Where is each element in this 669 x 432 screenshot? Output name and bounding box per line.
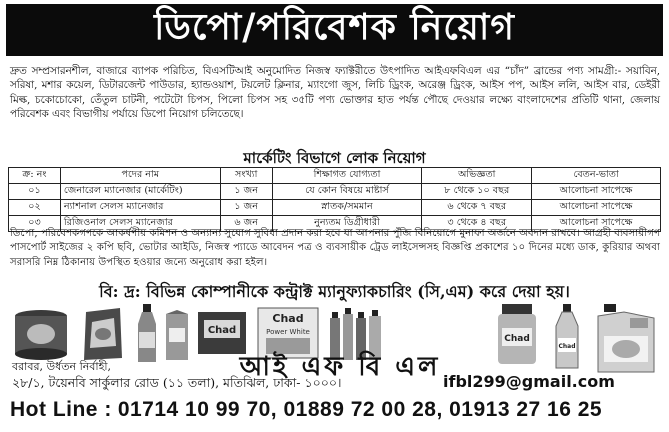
table-cell: ০৩ — [9, 216, 61, 232]
oil-jerrycan-image — [594, 304, 658, 374]
column-header: বেতন-ভাতা — [532, 168, 661, 184]
column-header: সংখ্যা — [220, 168, 272, 184]
terms-paragraph: ডিপো, পরিবেশকগণকে আকর্ষণীয় কমিশন ও অন্যান্য সুযোগ সুবিধা প্রদান করা হবে যা আপনার পুঁজি বিনিয়োগে মুনাফা অর্জনে অবদান রাখবে। আগ্রহী ব্যবসায়ীগণ পাসপোর্ট সাইজের ২ কপি ছবি, ভোটার আইডি, নিজস্ব প্যাডে আবেদন পত্র ও ব্যবসায়ীক ট্রেড লাইসেন্সসহ বিজ্ঞপ্তি প্রকাশের ১০ দিনের মধ্যে ডাক, কুরিয়ার অথবা সরাসরি নিম্ন ঠিকানায় উপস্থিত হওয়ার জন্যে অনুরোধ করা হইল। — [10, 228, 660, 268]
email-address: ifbl299@gmail.com — [443, 372, 615, 391]
table-cell: ৬ থেকে ৭ বছর — [422, 200, 532, 216]
intro-paragraph: দ্রুত সম্প্রসারনশীল, বাজারে ব্যাপক পরিচিত, বিএসটিআই অনুমোদিত নিজস্ব ফ্যাক্টরীতে উৎপাদিত আইএফবিএল এর “চাঁদ” ব্রান্ডের পণ্য সামগ্রী:- সয়াবিন, সরিষা, মশার কয়েল, ডিটারজেন্ট পাউডার, হ্যান্ডওয়াশ, টয়লেট ক্লিনার, ম্যাংগো জুস, লিচি ড্রিংক, অরেঞ্জ ড্রিংক, আইস পপ, আইস ললি, আইস বার, ডেইরী মিল্ক, চকোচোকো, তেঁতুল চাটনী, পটেটো চিপস, পিলো চিপস সহ ৩৫টি পণ্য ভোক্তার হাত পর্যন্ত পৌছে দেওয়ার লক্ষ্যে বাংলাদেশের প্রতিটি থানা, জেলায় পরিবেশক এবং বিভাগীয় পর্যায়ে ডিপো নিয়োগ চলিতেছে। — [10, 65, 660, 121]
product-label: Chad — [504, 334, 530, 344]
chips-pack-image — [80, 306, 126, 362]
table-cell: রিজিওনাল সেলস ম্যানেজার — [60, 216, 220, 232]
address-line-1: বরাবর, উর্ধতন নির্বাহী, — [12, 360, 112, 373]
table-cell: নুন্যতম ডিগ্রীধারী — [272, 216, 422, 232]
carton-image — [164, 310, 190, 362]
table-cell: যে কোন বিষয়ে মাষ্টার্স — [272, 184, 422, 200]
hotline-label: Hot Line : — [10, 398, 112, 421]
column-header: ক্র: নং — [9, 168, 61, 184]
table-cell: ১ জন — [220, 184, 272, 200]
table-cell: জেনারেল ম্যানেজার (মার্কেটিং) — [60, 184, 220, 200]
company-name: আই এফ বি এল — [239, 352, 441, 382]
title-banner — [6, 4, 663, 56]
table-cell: ৬ জন — [220, 216, 272, 232]
vacancy-table — [8, 167, 661, 232]
oil-bottle-image — [552, 304, 582, 370]
contract-manufacturing-note: বি: দ্র: বিভিন্ন কোম্পানীকে কন্ট্রাক্ট ম্যানুফ্যাকচারিং (সি,এম) করে দেয়া হয়। — [99, 282, 570, 301]
table-cell: আলোচনা সাপেক্ষে — [532, 216, 661, 232]
table-cell: ন্যাশনাল সেলস ম্যানেজার — [60, 200, 220, 216]
address-line-2: ২৮/১, টয়েনবি সার্কুলার রোড (১১ তলা), মতিঝিল, ঢাকা- ১০০০। — [12, 375, 342, 390]
page-title: ডিপো/পরিবেশক নিয়োগ — [154, 6, 515, 48]
table-header-row — [9, 168, 661, 184]
column-header: অভিজ্ঞতা — [422, 168, 532, 184]
hotline-numbers: 01714 10 99 70, 01889 72 00 28, 01913 27 16 25 — [117, 398, 603, 421]
table-cell: স্নাতক/সমমান — [272, 200, 422, 216]
table-cell: ০২ — [9, 200, 61, 216]
table-cell: ৩ থেকে ৪ বছর — [422, 216, 532, 232]
table-cell: ১ জন — [220, 200, 272, 216]
table-cell: ০১ — [9, 184, 61, 200]
hotline — [10, 398, 660, 422]
bottle-image — [134, 304, 160, 364]
table-row — [9, 184, 661, 200]
jar-image — [494, 304, 540, 366]
table-row — [9, 200, 661, 216]
table-cell: ৮ থেকে ১০ বছর — [422, 184, 532, 200]
product-label: Power White — [266, 328, 310, 336]
section-title: মার্কেটিং বিভাগে লোক নিয়োগ — [243, 149, 426, 167]
column-header: শিক্ষাগত যোগ্যতা — [272, 168, 422, 184]
product-label: Chad — [207, 325, 237, 336]
column-header: পদের নাম — [60, 168, 220, 184]
table-cell: আলোচনা সাপেক্ষে — [532, 184, 661, 200]
table-cell: আলোচনা সাপেক্ষে — [532, 200, 661, 216]
product-label: Chad — [558, 343, 576, 350]
product-label: Chad — [272, 312, 304, 325]
tub-product-image — [12, 308, 70, 360]
